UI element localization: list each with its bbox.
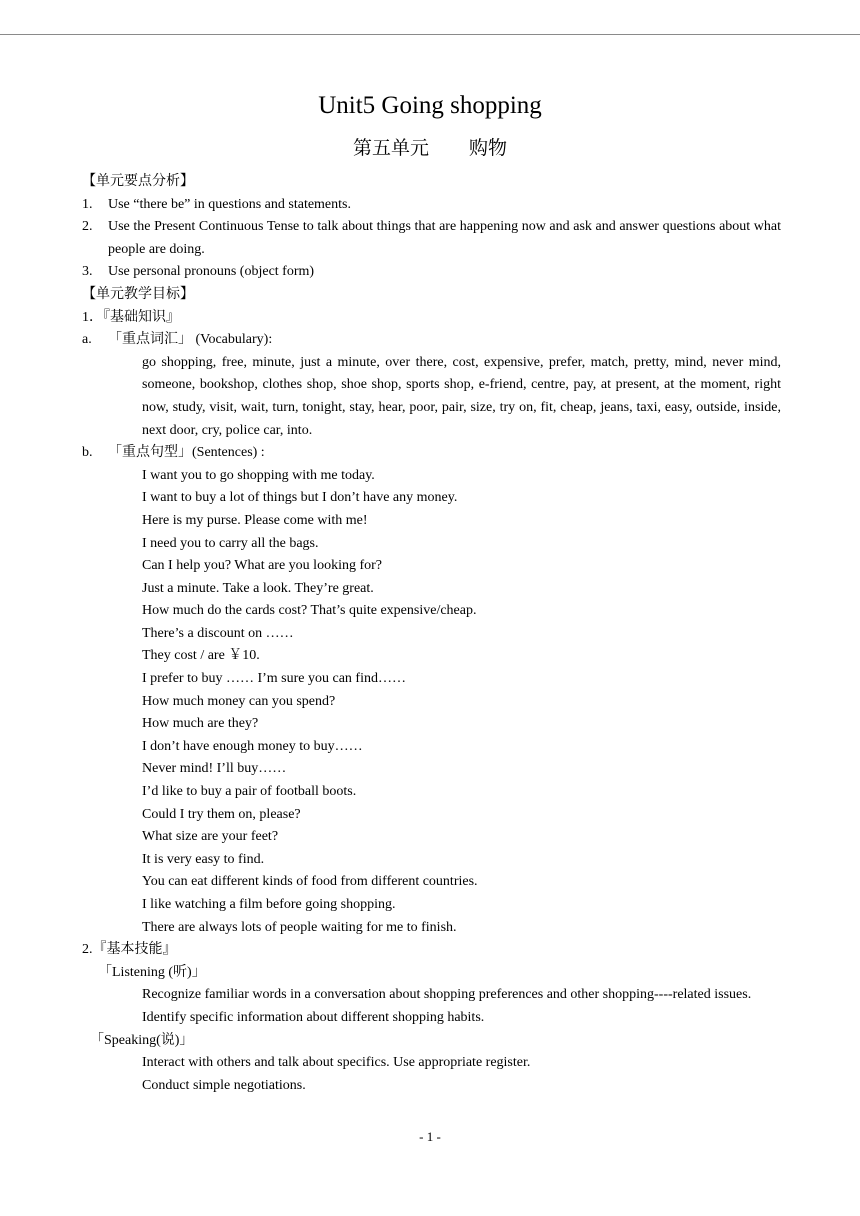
sentence-item: Here is my purse. Please come with me! [142,512,368,528]
sentence-item: Just a minute. Take a look. They’re great. [142,580,374,596]
section-heading-objectives: 【单元教学目标】 [82,286,194,302]
subsection-basic-skills: 2.『基本技能』 [82,942,177,958]
page-subtitle [0,135,860,163]
listening-heading: 「Listening (听)」 [98,964,206,980]
subsection-basic-knowledge: 1．『基础知识』 [82,309,180,325]
list-item: 2. Use the Present Continuous Tense to talk about things that are happening now and ask and answer questions about what people are doing. [82,219,781,257]
page-number: - 1 - [419,1129,441,1144]
document-body [82,171,781,1097]
list-item: 1. Use “there be” in questions and statements. [82,196,351,212]
section-heading-key-points: 【单元要点分析】 [82,174,194,189]
sentence-item: I don’t have enough money to buy…… [142,738,363,754]
sentences-heading: b. 「重点句型」(Sentences) : [82,445,265,461]
sentence-item: I need you to carry all the bags. [142,535,319,551]
sentence-item: I’d like to buy a pair of football boots. [142,784,357,800]
sentence-item: How much are they? [142,716,259,732]
header-rule [0,34,860,35]
sentence-item: There are always lots of people waiting for me to finish. [142,919,457,935]
sentence-item: I want to buy a lot of things but I don’t have any money. [142,490,458,506]
sentence-item: Could I try them on, please? [142,806,301,822]
vocabulary-heading: a. 「重点词汇」 (Vocabulary): [82,332,273,348]
sentence-item: They cost / are ￥10. [142,648,260,664]
sentence-item: Never mind! I’ll buy…… [142,761,287,777]
subtitle-topic: 购物 [469,138,508,159]
listening-item: Identify specific information about different shopping habits. [142,1009,485,1025]
sentence-item: It is very easy to find. [142,851,265,867]
speaking-item: Conduct simple negotiations. [142,1077,306,1093]
sentence-item: How much money can you spend? [142,693,336,709]
listening-item: Recognize familiar words in a conversation about shopping preferences and other shopping----related issues. [142,987,752,1003]
list-item: 3. Use personal pronouns (object form) [82,264,315,280]
page-title: Unit5 Going shopping [318,92,542,119]
vocabulary-list: go shopping, free, minute, just a minute, over there, cost, expensive, prefer, match, pretty, mind, never mind, someone, bookshop, clothes shop, shoe shop, sports shop, e-friend, centre, pay, at present, at the moment, right now, study, visit, wait, turn, tonight, stay, hear, poor, pair, size, try on, fit, cheap, jeans, taxi, easy, outside, inside, next door, cry, police car, into. [142,354,781,438]
sentence-item: I like watching a film before going shopping. [142,897,396,912]
speaking-item: Interact with others and talk about specifics. Use appropriate register. [142,1055,531,1071]
subtitle-unit: 第五单元 [352,138,429,159]
sentence-item: I want you to go shopping with me today. [142,467,375,483]
sentence-item: I prefer to buy …… I’m sure you can find…… [142,671,406,687]
sentence-item: What size are your feet? [142,829,279,845]
sentence-item: You can eat different kinds of food from different countries. [142,874,478,890]
sentence-item: There’s a discount on …… [142,625,294,641]
sentence-list [82,465,781,939]
speaking-heading: 「Speaking(说)」 [90,1032,194,1048]
sentence-item: How much do the cards cost? That’s quite expensive/cheap. [142,603,477,619]
sentence-item: Can I help you? What are you looking for? [142,558,383,574]
